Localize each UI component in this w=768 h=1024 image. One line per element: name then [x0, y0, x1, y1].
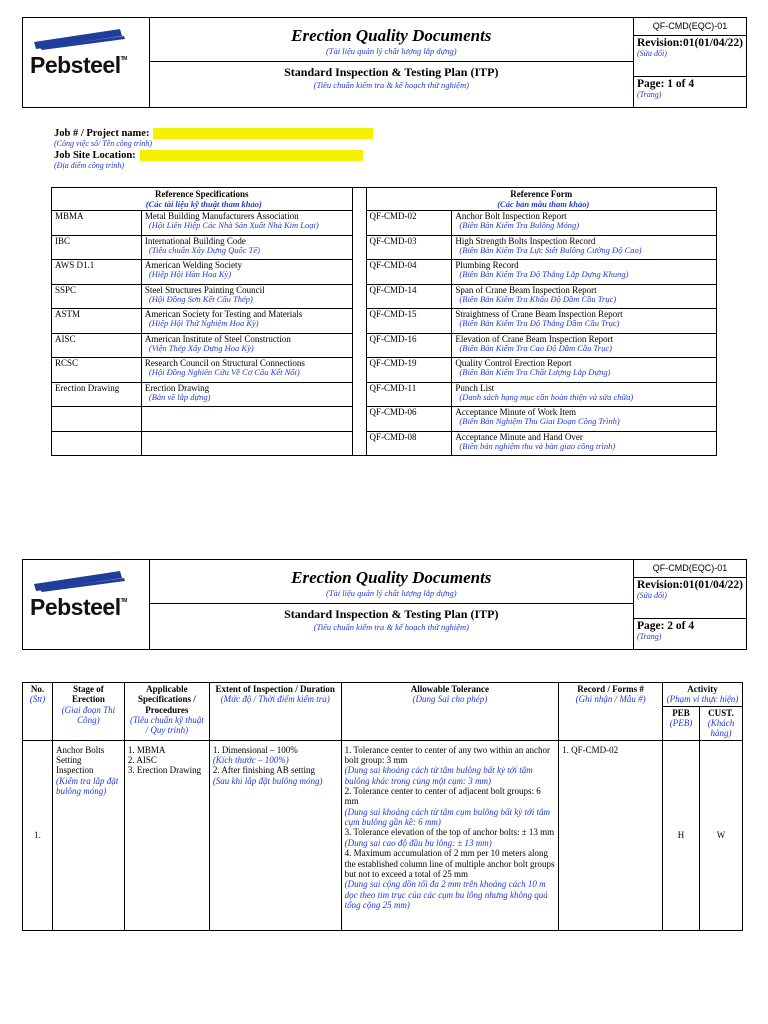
page-vi: (Trang)	[636, 90, 662, 99]
col-activity: Activity (Phạm vi thực hiện)	[662, 683, 742, 707]
col-stage: Stage of Erection (Giai đoạn Thi Công)	[52, 683, 124, 741]
col-peb: PEB (PEB)	[662, 706, 699, 740]
form-name: Quality Control Erection Report (Biên Bản Kiểm Tra Chất Lượng Lắp Dựng)	[452, 358, 717, 383]
form-name: Plumbing Record (Biên Bản Kiểm Tra Độ Thẳng Lắp Dựng Khung)	[452, 260, 717, 285]
table-row	[52, 309, 717, 334]
form-code: QF-CMD-19	[366, 358, 452, 383]
plan-title: Standard Inspection & Testing Plan (ITP)	[284, 65, 499, 79]
spec-code: MBMA	[52, 211, 142, 236]
doc-title: Erection Quality Documents	[291, 568, 492, 587]
row-spec: 1. MBMA 2. AISC 3. Erection Drawing	[124, 740, 209, 930]
table-row	[52, 284, 717, 309]
table-row	[23, 740, 743, 930]
revision: Revision:01(01/04/22)	[636, 37, 743, 49]
column-gap	[352, 260, 366, 285]
spec-code	[52, 407, 142, 432]
spec-name: Research Council on Structural Connections (Hội Đồng Nghiên Cứu Về Cơ Cấu Kết Nối)	[141, 358, 352, 383]
plan-title-vi: (Tiêu chuẩn kiểm tra & kế hoạch thử nghiệm)	[313, 622, 469, 632]
table-row	[52, 333, 717, 358]
itp-table	[22, 682, 743, 931]
row-record: 1. QF-CMD-02	[559, 740, 663, 930]
column-gap	[352, 407, 366, 432]
plan-title: Standard Inspection & Testing Plan (ITP)	[284, 607, 499, 621]
form-code: QF-CMD-06	[366, 407, 452, 432]
spec-name: Metal Building Manufacturers Association (Hội Liên Hiệp Các Nhà Sản Xuất Nhà Kim Loại)	[141, 211, 352, 236]
form-name: High Strength Bolts Inspection Record (Biên Bản Kiểm Tra Lực Siết Bulông Cường Độ Cao)	[452, 235, 717, 260]
doc-title: Erection Quality Documents	[291, 26, 492, 45]
form-code: QF-CMD-15	[366, 309, 452, 334]
column-gap	[352, 284, 366, 309]
logo-swoosh-icon	[32, 28, 127, 50]
form-name: Straightness of Crane Beam Inspection Report (Biên Bản Kiểm Tra Độ Thẳng Dầm Cầu Trục)	[452, 309, 717, 334]
doc-title-vi: (Tài liệu quản lý chất lượng lắp dựng)	[325, 588, 457, 598]
col-no: No. (Stt)	[23, 683, 53, 741]
column-gap	[352, 431, 366, 456]
location-field[interactable]	[140, 150, 363, 161]
table-row	[52, 358, 717, 383]
form-name: Elevation of Crane Beam Inspection Report (Biên Bản Kiểm Tra Cao Độ Dầm Cầu Trục)	[452, 333, 717, 358]
spec-code: SSPC	[52, 284, 142, 309]
column-gap	[352, 333, 366, 358]
ref-forms-header: Reference Form (Các bản mẫu tham khảo)	[366, 188, 716, 211]
form-code: QF-CMD-14	[366, 284, 452, 309]
form-code: QF-CMD(EQC)-01	[634, 560, 746, 578]
form-code: QF-CMD-02	[366, 211, 452, 236]
spec-name: American Welding Society (Hiệp Hội Hàn Hoa Kỳ)	[141, 260, 352, 285]
spec-name: American Society for Testing and Materials (Hiệp Hội Thử Nghiệm Hoa Kỳ)	[141, 309, 352, 334]
plan-title-vi: (Tiêu chuẩn kiểm tra & kế hoạch thử nghiệm)	[313, 80, 469, 90]
spec-name	[141, 407, 352, 432]
spec-name	[141, 431, 352, 456]
spec-code: IBC	[52, 235, 142, 260]
form-code: QF-CMD-08	[366, 431, 452, 456]
table-row	[52, 382, 717, 407]
project-label: Job # / Project name:	[54, 128, 150, 139]
table-row	[52, 407, 717, 432]
form-name: Punch List (Danh sách hạng mục cần hoàn thiện và sửa chữa)	[452, 382, 717, 407]
row-stage: Anchor Bolts Setting Inspection (Kiểm tra lắp đặt bulông móng)	[52, 740, 124, 930]
row-cust: W	[699, 740, 742, 930]
pebsteel-logo: Pebsteel™	[23, 18, 150, 107]
row-no: 1.	[23, 740, 53, 930]
col-cust: CUST. (Khách hàng)	[699, 706, 742, 740]
location-label-vi: (Địa điểm công trình)	[54, 161, 124, 170]
spec-name: International Building Code (Tiêu chuẩn Xây Dựng Quốc Tế)	[141, 235, 352, 260]
spec-code: ASTM	[52, 309, 142, 334]
project-label-vi: (Công việc số/ Tên công trình)	[54, 139, 152, 148]
form-name: Anchor Bolt Inspection Report (Biên Bản Kiểm Tra Bulông Móng)	[452, 211, 717, 236]
form-name: Span of Crane Beam Inspection Report (Biên Bản Kiểm Tra Khẩu Độ Dầm Cầu Trục)	[452, 284, 717, 309]
doc-title-vi: (Tài liệu quản lý chất lượng lắp dựng)	[325, 46, 457, 56]
row-extent: 1. Dimensional – 100% (Kích thước – 100%) 2. After finishing AB setting (Sau khi lắp đặt bulông móng)	[209, 740, 341, 930]
spec-name: Erection Drawing (Bản vẽ lắp dựng)	[141, 382, 352, 407]
col-tolerance: Allowable Tolerance (Dung Sai cho phép)	[341, 683, 559, 741]
revision: Revision:01(01/04/22)	[636, 579, 743, 591]
page-number: Page: 1 of 4	[636, 78, 695, 90]
table-row	[52, 211, 717, 236]
row-tolerance: 1. Tolerance center to center of any two within an anchor bolt group: 3 mm (Dung sai khoảng cách từ tâm bulông bất kỳ tới tâm bulông khác trong cùng một cụm: 3 mm) 2. Tolerance center to center of adjacent bolt groups: 6 mm (Dung sai khoảng cách từ tâm cụm bulông bất kỳ tới tâm cụm bulông gần kề: 6 mm) 3. Tolerance elevation of the top of anchor bolts: ± 13 mm (Dung sai cao độ đầu bu lông: ± 13 mm) 4. Maximum accumulation of 2 mm per 10 meters along the established column line of multiple anchor bolt groups but not to exceed a total of 25 mm (Dung sai cộng dồn tối đa 2 mm trên khoảng cách 10 m dọc theo tim trục của các cụm bu lông nhưng không quá tổng cộng 25 mm)	[341, 740, 559, 930]
job-info	[54, 128, 454, 172]
spec-code: AWS D1.1	[52, 260, 142, 285]
spec-name: American Institute of Steel Construction (Viện Thép Xây Dựng Hoa Kỳ)	[141, 333, 352, 358]
reference-table	[51, 187, 717, 456]
revision-vi: (Sửa đổi)	[636, 49, 667, 58]
document-header-page-2	[22, 559, 747, 650]
column-gap	[352, 235, 366, 260]
revision-vi: (Sửa đổi)	[636, 591, 667, 600]
document-header-page-1	[22, 17, 747, 108]
spec-code: Erection Drawing	[52, 382, 142, 407]
col-spec: Applicable Specifications / Procedures (Tiêu chuẩn kỹ thuật / Quy trình)	[124, 683, 209, 741]
form-code: QF-CMD(EQC)-01	[634, 18, 746, 36]
column-gap	[352, 309, 366, 334]
page-number: Page: 2 of 4	[636, 620, 695, 632]
project-name-field[interactable]	[153, 128, 373, 139]
logo-swoosh-icon	[32, 570, 127, 592]
form-code: QF-CMD-16	[366, 333, 452, 358]
form-name: Acceptance Minute of Work Item (Biên Bản Nghiệm Thu Giai Đoạn Công Trình)	[452, 407, 717, 432]
spec-code: AISC	[52, 333, 142, 358]
table-row	[52, 235, 717, 260]
column-gap	[352, 211, 366, 236]
form-code: QF-CMD-04	[366, 260, 452, 285]
column-gap	[352, 382, 366, 407]
location-label: Job Site Location:	[54, 150, 136, 161]
form-code: QF-CMD-11	[366, 382, 452, 407]
page-vi: (Trang)	[636, 632, 662, 641]
form-code: QF-CMD-03	[366, 235, 452, 260]
col-record: Record / Forms # (Ghi nhận / Mẫu #)	[559, 683, 663, 741]
table-row	[52, 431, 717, 456]
col-extent: Extent of Inspection / Duration (Mức độ / Thời điểm kiểm tra)	[209, 683, 341, 741]
spec-name: Steel Structures Painting Council (Hội Đồng Sơn Kết Cấu Thép)	[141, 284, 352, 309]
table-row	[52, 260, 717, 285]
spec-code: RCSC	[52, 358, 142, 383]
ref-specs-header: Reference Specifications (Các tài liệu kỹ thuật tham khảo)	[52, 188, 353, 211]
spec-code	[52, 431, 142, 456]
row-peb: H	[662, 740, 699, 930]
pebsteel-logo: Pebsteel™	[23, 560, 150, 649]
form-name: Acceptance Minute and Hand Over (Biên bản nghiệm thu và bàn giao công trình)	[452, 431, 717, 456]
column-gap	[352, 358, 366, 383]
